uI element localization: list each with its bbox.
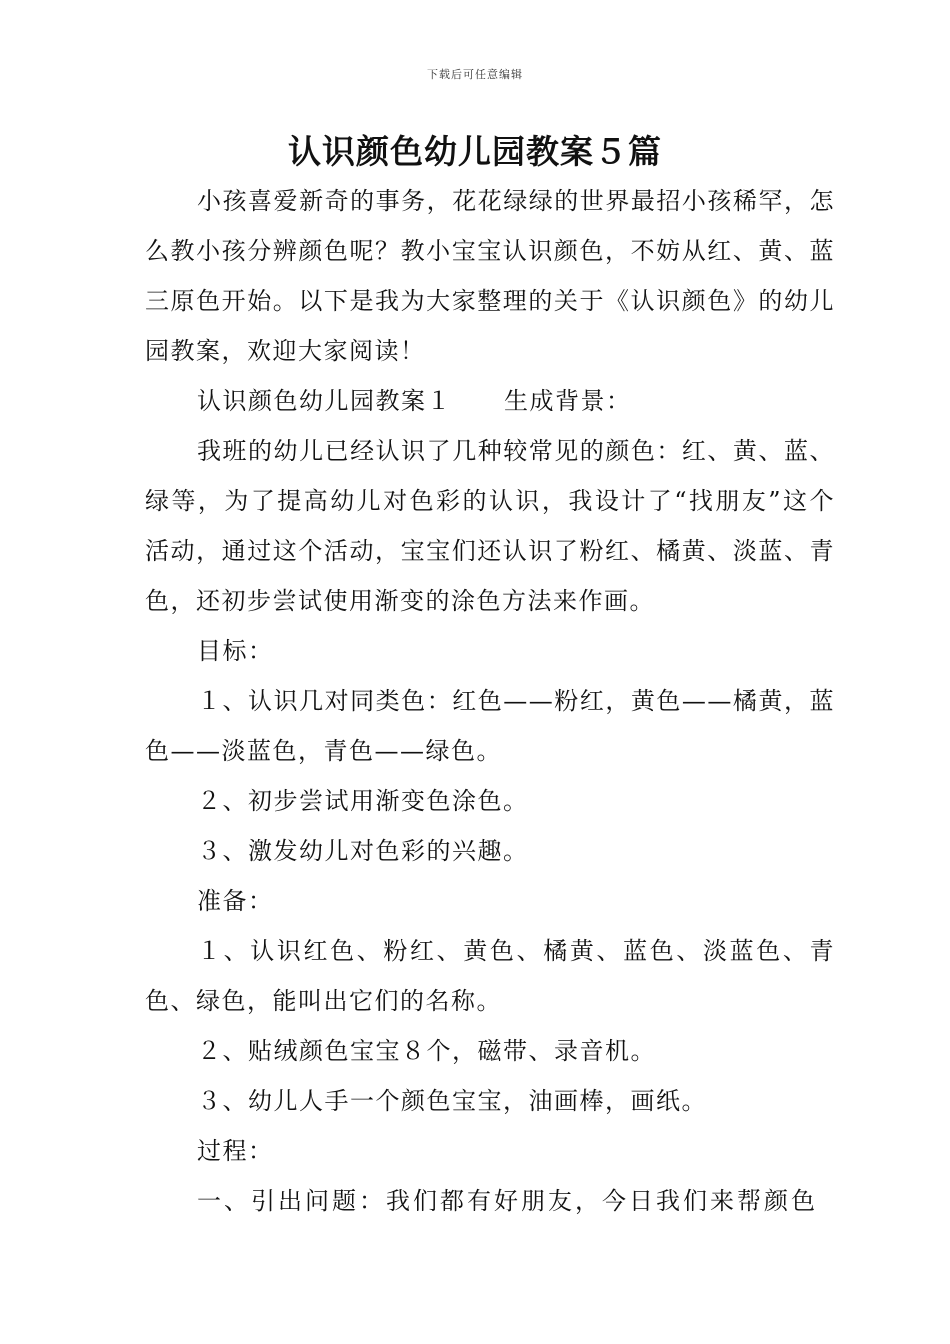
background-paragraph: 我班的幼儿已经认识了几种较常见的颜色：红、黄、蓝、绿等，为了提高幼儿对色彩的认识，我设计了“找朋友”这个活动，通过这个活动，宝宝们还认识了粉红、橘黄、淡蓝、青色，还初步尝试使用渐变的涂色方法来作画。 (145, 437, 835, 615)
goal-2: ２、初步尝试用渐变色涂色。 (197, 787, 529, 815)
document-body (145, 176, 835, 1226)
process-1: 一、引出问题：我们都有好朋友，今日我们来帮颜色 (197, 1187, 818, 1215)
lesson-title: 认识颜色幼儿园教案１ (197, 387, 452, 415)
process-label: 过程： (197, 1137, 274, 1165)
background-label: 生成背景： (504, 387, 632, 415)
document-title: 认识颜色幼儿园教案５篇 (288, 132, 662, 171)
prep-1: １、认识红色、粉红、黄色、橘黄、蓝色、淡蓝色、青色、绿色，能叫出它们的名称。 (145, 937, 835, 1015)
prep-label: 准备： (197, 887, 274, 915)
lesson-heading-line (145, 376, 835, 426)
goal-1: １、认识几对同类色：红色——粉红，黄色——橘黄，蓝色——淡蓝色，青色——绿色。 (145, 687, 835, 765)
goal-3: ３、激发幼儿对色彩的兴趣。 (197, 837, 529, 865)
prep-2: ２、贴绒颜色宝宝８个，磁带、录音机。 (197, 1037, 656, 1065)
intro-paragraph: 小孩喜爱新奇的事务，花花绿绿的世界最招小孩稀罕，怎么教小孩分辨颜色呢？教小宝宝认识颜色，不妨从红、黄、蓝三原色开始。以下是我为大家整理的关于《认识颜色》的幼儿园教案，欢迎大家阅读！ (145, 187, 835, 365)
prep-3: ３、幼儿人手一个颜色宝宝，油画棒，画纸。 (197, 1087, 707, 1115)
header-note: 下载后可任意编辑 (427, 68, 523, 81)
goals-label: 目标： (197, 637, 274, 665)
